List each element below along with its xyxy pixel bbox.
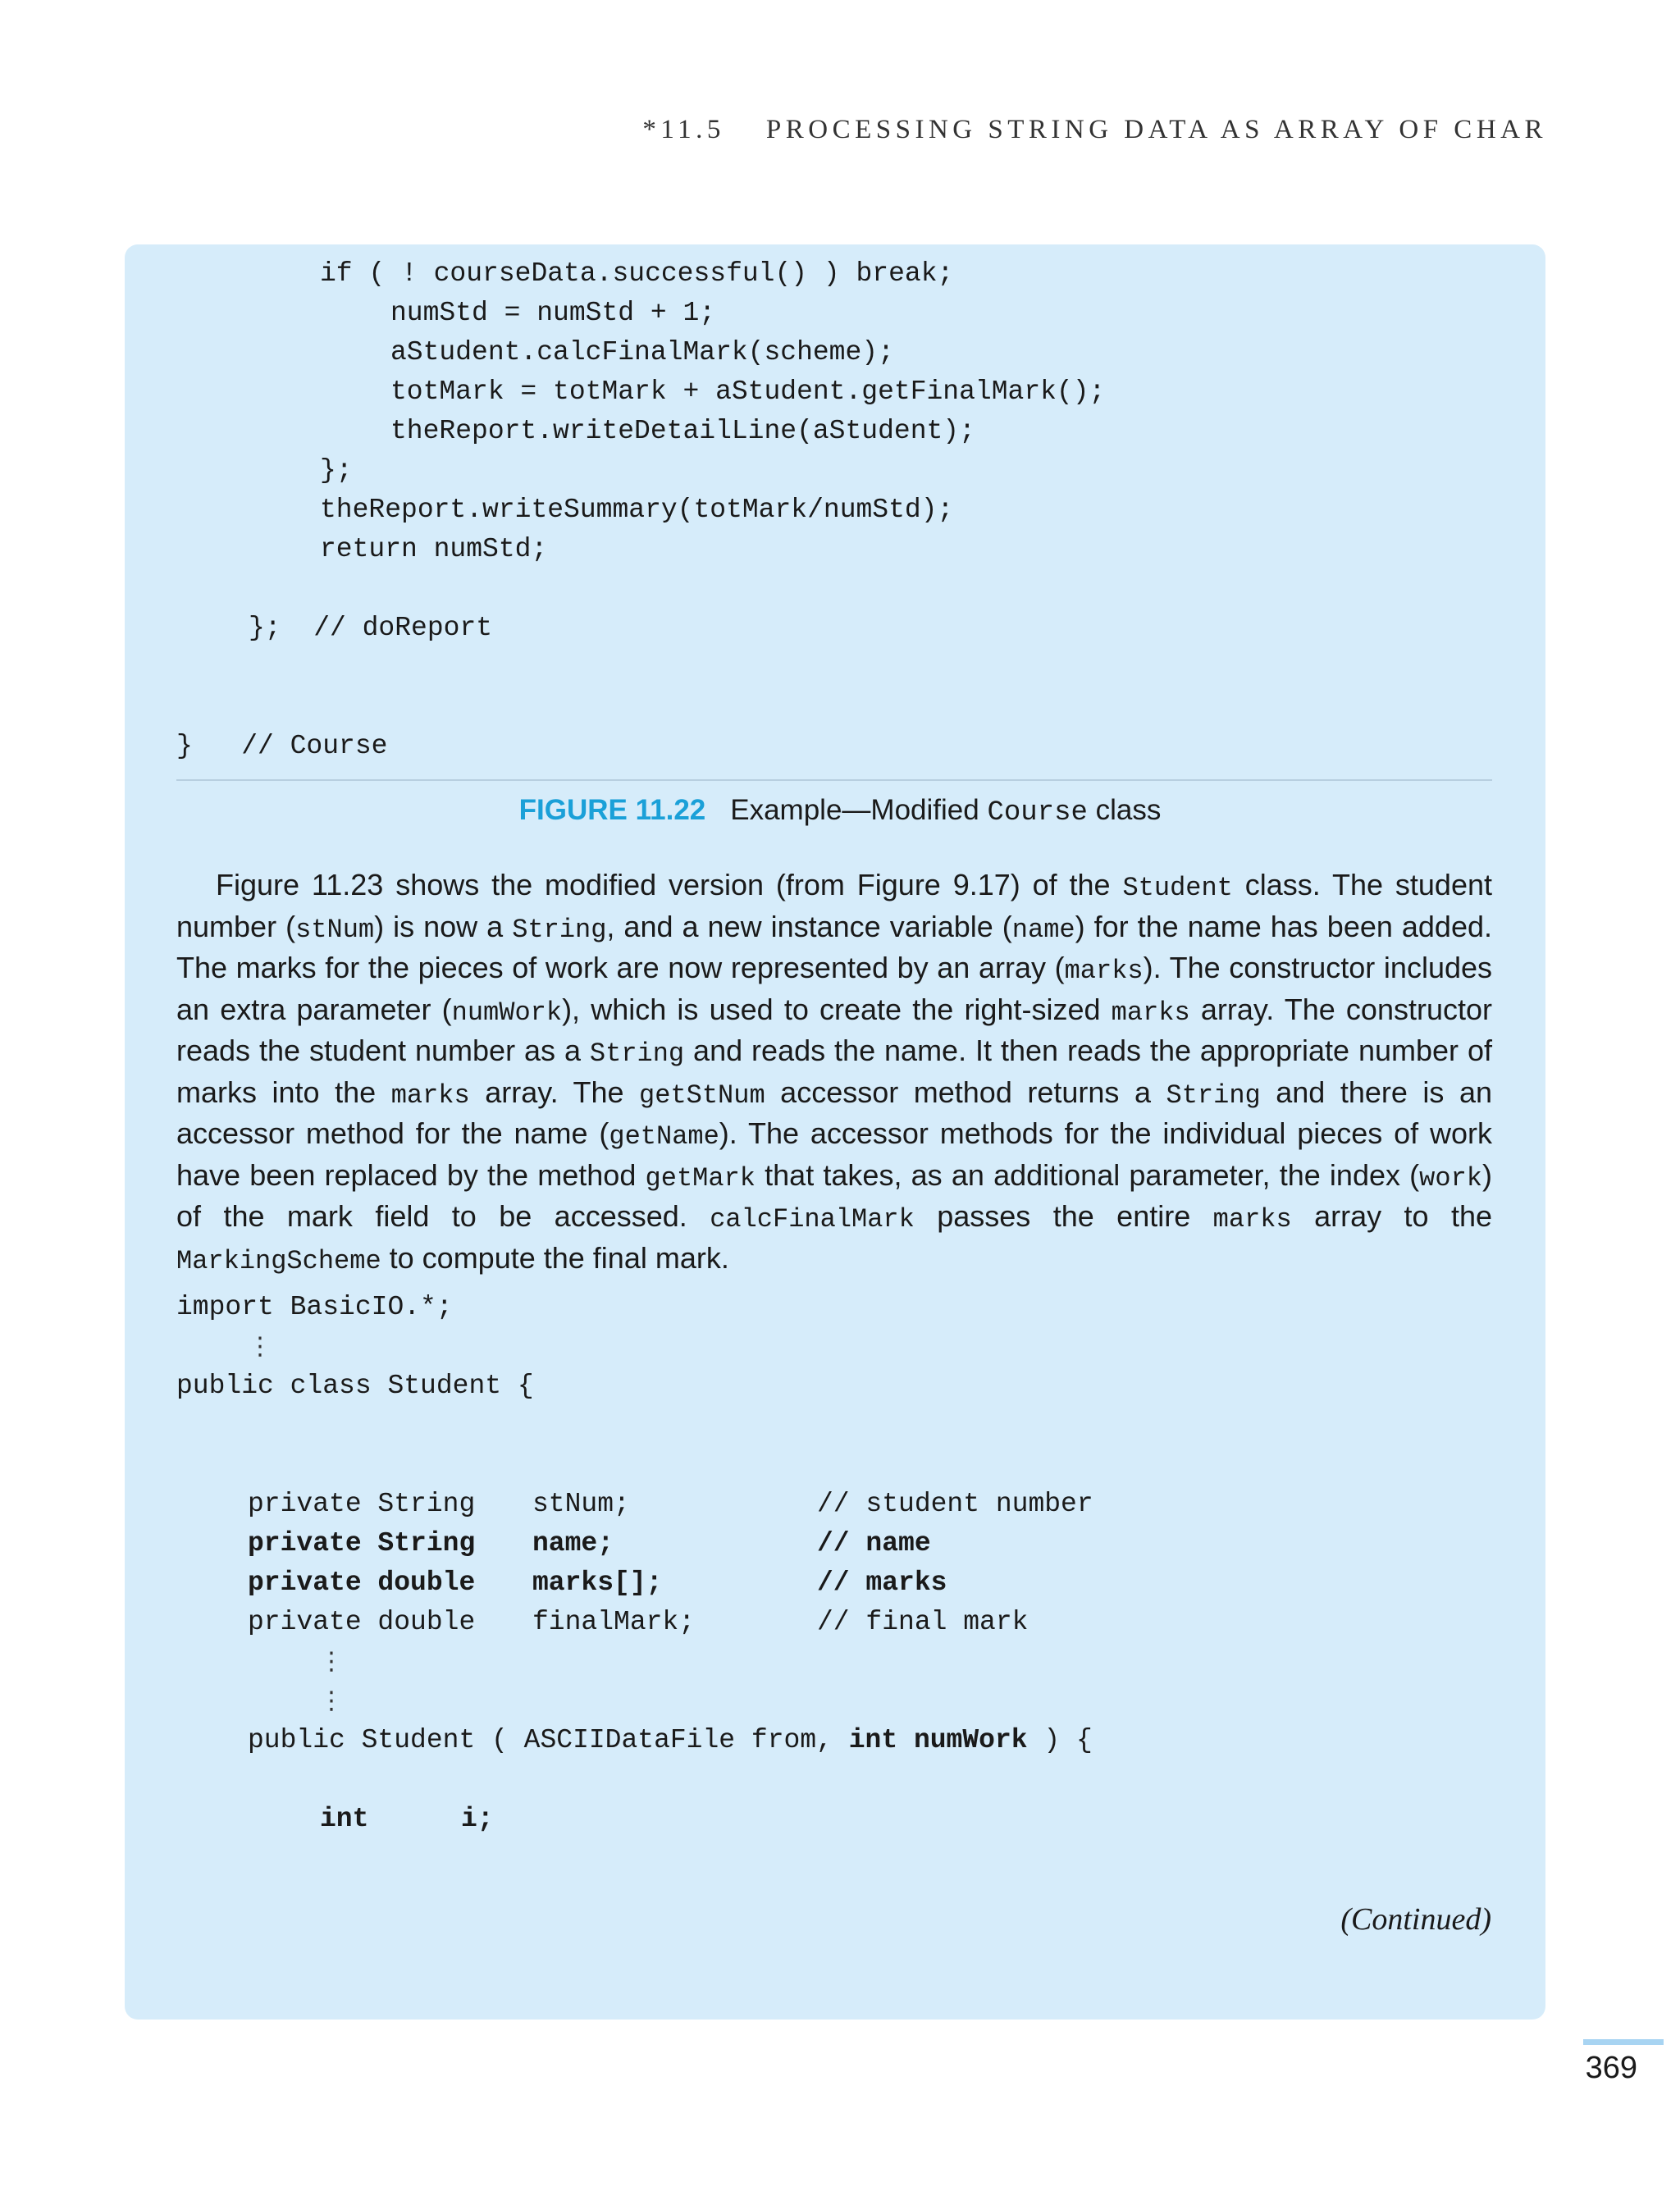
code-run: marks: [1064, 956, 1144, 986]
text-run: ). The constructor includes an extra parameter (: [176, 951, 1493, 1026]
vertical-ellipsis: ⋮: [319, 1647, 344, 1676]
text-run: ) is now a: [374, 909, 513, 943]
code-run: marks: [1111, 997, 1190, 1028]
running-head-section: *11.5: [642, 115, 725, 144]
text-run: passes the entire: [914, 1199, 1213, 1233]
code-run: work: [1419, 1162, 1482, 1193]
code-line: };: [320, 455, 353, 486]
local-type: int: [320, 1804, 369, 1834]
text-run: ) of the mark field to be accessed.: [176, 1157, 1492, 1233]
code-line: totMark = totMark + aStudent.getFinalMark();: [390, 377, 1106, 407]
code-line: } // Course: [176, 731, 388, 761]
code-line: }; // doReport: [249, 613, 493, 643]
text-run: that takes, as an additional parameter, the index (: [755, 1157, 1420, 1192]
text-run: ), which is used to create the right-sized: [562, 992, 1112, 1026]
caption-rule: [176, 779, 1492, 781]
field-modifier: private String: [248, 1489, 508, 1519]
field-declaration: name;: [532, 1528, 614, 1559]
constructor-declaration: [248, 1721, 1093, 1760]
page-number-tab: [1583, 2039, 1664, 2045]
vertical-ellipsis: ⋮: [319, 1686, 344, 1715]
code-line: import BasicIO.*;: [176, 1292, 453, 1322]
field-declaration: finalMark;: [532, 1607, 696, 1637]
code-line: theReport.writeDetailLine(aStudent);: [390, 416, 975, 446]
code-line: if ( ! courseData.successful() ) break;: [320, 258, 954, 289]
text-run: accessor method returns a: [765, 1075, 1166, 1109]
continued-note: (Continued): [1340, 1902, 1491, 1937]
field-declaration: marks[];: [532, 1568, 663, 1598]
local-var: i;: [461, 1804, 494, 1834]
field-modifier: private double: [248, 1568, 508, 1598]
code-line: numStd = numStd + 1;: [390, 298, 716, 328]
field-comment: // marks: [817, 1568, 947, 1598]
text-run: ) for the name has been added. The marks for the pieces of work are now represented by an array (: [176, 909, 1493, 984]
text-run: and reads the name. It then reads the appropriate number of marks into the: [176, 1034, 1492, 1109]
text-run: array to the: [1291, 1199, 1493, 1233]
code-run: String: [589, 1038, 685, 1069]
figure-caption: [0, 791, 1680, 833]
text-run: , and a new instance variable (: [606, 909, 1012, 943]
text-run: Figure 11.23 shows the modified version (from Figure 9.17) of the: [216, 868, 1123, 901]
text-run: array. The: [469, 1075, 640, 1109]
code-run: numWork: [451, 997, 563, 1028]
code-run: String: [512, 914, 607, 945]
field-comment: // name: [817, 1528, 931, 1559]
code-run: marks: [1212, 1204, 1292, 1235]
code-run: getName: [609, 1121, 719, 1152]
code-run: stNum: [295, 914, 375, 945]
text-run: array. The constructor reads the student number as a: [176, 992, 1492, 1067]
field-comment: // final mark: [817, 1607, 1029, 1637]
text-run: ). The accessor methods for the individual pieces of work have been replaced by the method: [176, 1116, 1492, 1192]
code-run: Student: [1122, 873, 1233, 903]
text-run: and there is an accessor method for the name (: [176, 1075, 1492, 1150]
code-run: MarkingScheme: [176, 1245, 381, 1276]
code-run: getMark: [645, 1162, 756, 1193]
text-run: class. The student number (: [176, 868, 1492, 943]
figure-label: FIGURE 11.22: [518, 794, 706, 826]
field-comment: // student number: [817, 1489, 1093, 1519]
code-line: aStudent.calcFinalMark(scheme);: [390, 337, 894, 367]
caption-code: Course: [987, 797, 1088, 828]
running-head: [642, 115, 1547, 145]
code-run: String: [1166, 1079, 1261, 1111]
code-run: calcFinalMark: [710, 1204, 915, 1235]
text-run: to compute the final mark.: [381, 1240, 729, 1275]
code-line: theReport.writeSummary(totMark/numStd);: [320, 495, 954, 525]
code-run: public Student ( ASCIIDataFile from,: [248, 1725, 849, 1755]
field-declaration: stNum;: [532, 1489, 630, 1519]
code-run: getStNum: [639, 1079, 765, 1111]
caption-text: Example—Modified: [730, 794, 988, 826]
code-run-bold: int numWork: [848, 1725, 1028, 1755]
code-run: name: [1011, 914, 1075, 945]
code-run: ) {: [1027, 1725, 1093, 1755]
page-number: 369: [1585, 2051, 1637, 2085]
field-modifier: private String: [248, 1528, 508, 1559]
vertical-ellipsis: ⋮: [248, 1332, 272, 1361]
code-line: return numStd;: [320, 534, 548, 564]
caption-text: class: [1087, 794, 1162, 826]
body-paragraph: [176, 866, 1492, 1280]
code-run: marks: [390, 1079, 470, 1111]
running-head-title: PROCESSING STRING DATA AS ARRAY OF CHAR: [765, 115, 1547, 144]
code-line: public class Student {: [176, 1371, 534, 1401]
field-modifier: private double: [248, 1607, 508, 1637]
